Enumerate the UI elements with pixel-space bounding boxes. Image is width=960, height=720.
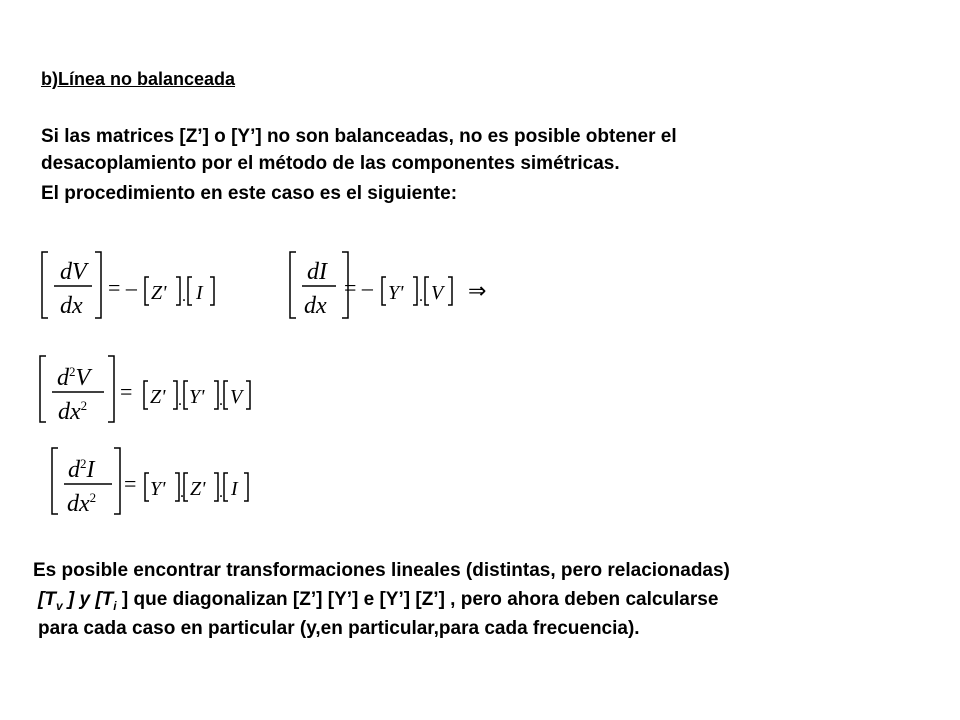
matrix-y: Y'	[388, 282, 404, 304]
equation-d2v-dx2	[38, 354, 268, 426]
bracket-y-right	[214, 381, 218, 409]
bracket-left	[40, 356, 46, 422]
bracket-i-left	[188, 277, 192, 305]
bracket-z-right	[214, 473, 218, 501]
bracket-z-left	[184, 473, 188, 501]
dot: .	[219, 484, 223, 501]
equals-sign: =	[120, 379, 133, 404]
implies-icon: ⇒	[468, 278, 487, 303]
outro-line-2-rest: ] que diagonalizan [Z’] [Y’] e [Y’] [Z’] , pero ahora deben calcularse	[116, 589, 719, 610]
intro-line-3: El procedimiento en este caso es el siguiente:	[41, 183, 458, 204]
bracket-left	[42, 252, 48, 318]
bracket-v-left	[224, 381, 228, 409]
matrix-i: I	[196, 282, 203, 304]
bracket-y-left	[184, 381, 188, 409]
bracket-v-right	[448, 277, 452, 305]
bracket-z-left	[145, 277, 149, 305]
matrix-v: V	[230, 386, 243, 408]
matrix-y: Y'	[150, 478, 166, 500]
bracket-z-right	[173, 381, 177, 409]
bracket-y-left	[382, 277, 386, 305]
denominator: dx	[60, 293, 83, 319]
matrix-z: Z'	[190, 478, 206, 500]
bracket-y-right	[175, 473, 179, 501]
dot: .	[178, 392, 182, 409]
bracket-i-left	[224, 473, 228, 501]
bracket-y-left	[145, 473, 149, 501]
equation-di-dx	[288, 250, 498, 322]
dot: .	[219, 392, 223, 409]
dot: .	[419, 288, 423, 305]
numerator: $d^2I$	[68, 456, 95, 483]
bracket-i-right	[244, 473, 248, 501]
dot: .	[182, 288, 186, 305]
equals-minus: = –	[108, 275, 137, 300]
equals-sign: =	[124, 471, 137, 496]
bracket-y-right	[413, 277, 417, 305]
outro-line-3: para cada caso en particular (y,en particular,para cada frecuencia).	[38, 618, 640, 639]
bracket-right	[114, 448, 120, 514]
bracket-right	[95, 252, 101, 318]
dot: .	[180, 484, 184, 501]
numerator: dI	[307, 259, 327, 285]
denominator: dx	[304, 293, 327, 319]
section-heading: b)Línea no balanceada	[41, 69, 236, 89]
bracket-v-right	[246, 381, 250, 409]
denominator: $dx^2$	[67, 490, 97, 517]
outro-line-2	[38, 589, 718, 613]
numerator: $d^2V$	[57, 364, 91, 391]
numerator: dV	[60, 259, 87, 285]
equation-dv-dx	[40, 250, 240, 322]
intro-line-2: desacoplamiento por el método de las componentes simétricas.	[41, 153, 620, 174]
equals-minus: = –	[344, 275, 373, 300]
bracket-i-right	[210, 277, 214, 305]
matrix-i: I	[231, 478, 238, 500]
bracket-z-left	[144, 381, 148, 409]
ti-open: ] y [T	[62, 589, 114, 610]
matrix-v: V	[431, 282, 444, 304]
bracket-left	[52, 448, 58, 514]
outro-line-1: Es posible encontrar transformaciones lineales (distintas, pero relacionadas)	[33, 560, 730, 581]
equation-d2i-dx2	[50, 446, 270, 518]
bracket-left	[290, 252, 296, 318]
matrix-z: Z'	[150, 386, 166, 408]
ti-subscript: i	[113, 598, 117, 613]
matrix-y: Y'	[189, 386, 205, 408]
bracket-right	[108, 356, 114, 422]
bracket-z-right	[176, 277, 180, 305]
bracket-v-left	[425, 277, 429, 305]
denominator: $dx^2$	[58, 398, 88, 425]
matrix-z: Z'	[151, 282, 167, 304]
tv-subscript: v	[55, 598, 63, 613]
tv-open: [T	[38, 589, 56, 610]
intro-line-1: Si las matrices [Z’] o [Y’] no son balanceadas, no es posible obtener el	[41, 126, 677, 147]
